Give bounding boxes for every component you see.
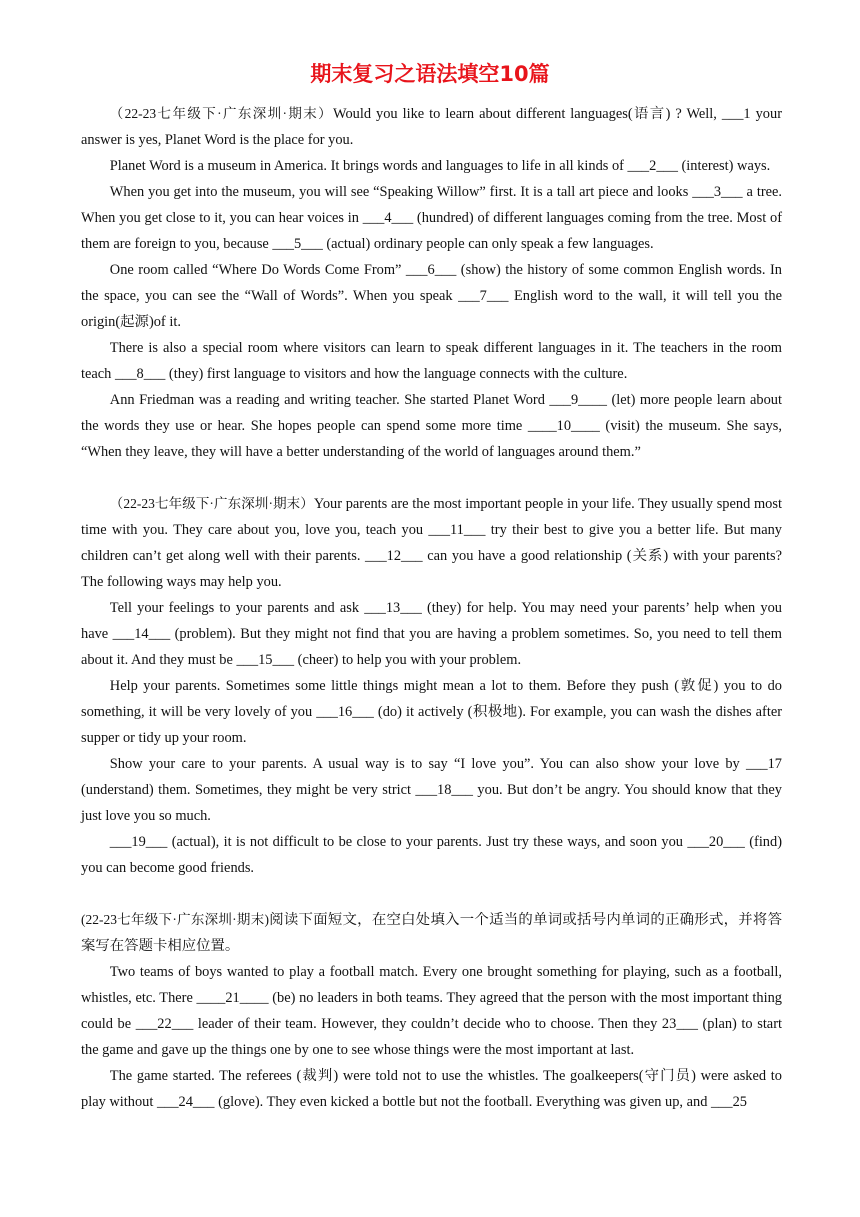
paragraph-text: Would you like to learn about different languages(语言) ? Well, ___1 your answer is yes, Planet Word is the place for you. [81, 106, 782, 148]
passage-2-paragraph: ___19___ (actual), it is not difficult to be close to your parents. Just try these ways, and soon you ___20___ (find) you can become good friends. [81, 834, 782, 876]
passage-1-paragraph: Ann Friedman was a reading and writing teacher. She started Planet Word ___9____ (let) more people learn about the words they use or hear. She hopes people can spend some more time ____10____ (visit) the museum. She says, “When they leave, they will have a better understanding of the world of languages around them.” [81, 392, 782, 460]
page-title: 期末复习之语法填空10篇 [310, 62, 550, 86]
source-tag: （22-23七年级下·广东深圳·期末） [109, 496, 314, 511]
passage-1-paragraph: One room called “Where Do Words Come From” ___6___ (show) the history of some common English words. In the space, you can see the “Wall of Words”. When you speak ___7___ English word to the wall, it will tell you the origin(起源)of it. [81, 262, 782, 330]
document-body [81, 101, 782, 1115]
passage-separator [81, 881, 782, 907]
passage-2-paragraph [81, 491, 782, 595]
source-tag: （22-23七年级下·广东深圳·期末） [109, 106, 334, 121]
passage-separator [81, 465, 782, 491]
passage-1-paragraph [81, 101, 782, 153]
passage-2-paragraph: Help your parents. Sometimes some little things might mean a lot to them. Before they push (敦促) you to do something, it will be very lovely of you ___16___ (do) it actively (积极地). For example, you can wash the dishes after supper or tidy up your room. [81, 678, 782, 746]
source-tag: (22-23七年级下·广东深圳·期末) [81, 912, 269, 927]
passage-1-paragraph: Planet Word is a museum in America. It brings words and languages to life in all kinds of ___2___ (interest) ways. [109, 158, 771, 174]
passage-1-paragraph: When you get into the museum, you will see “Speaking Willow” first. It is a tall art piece and looks ___3___ a tree. When you get close to it, you can hear voices in ___4___ (hundred) of different languages coming from the tree. Most of them are foreign to you, because ___5___ (actual) ordinary people can only speak a few languages. [81, 184, 782, 252]
passage-3-paragraph: The game started. The referees (裁判) were told not to use the whistles. The goalkeepers(守门员) were asked to play without ___24___ (glove). They even kicked a bottle but not the football. Everything was given up, and ___25 [81, 1068, 782, 1110]
passage-2-paragraph: Tell your feelings to your parents and ask ___13___ (they) for help. You may need your parents’ help when you have ___14___ (problem). But they might not find that you are having a problem sometimes. So, you need to tell them about it. And they must be ___15___ (cheer) to help you with your problem. [81, 600, 782, 668]
passage-3-paragraph: Two teams of boys wanted to play a football match. Every one brought something for playing, such as a football, whistles, etc. There ____21____ (be) no leaders in both teams. They agreed that the person with the most important thing could be ___22___ leader of their team. However, they couldn’t decide who to choose. Then they 23___ (plan) to start the game and gave up the things one by one to see whose things were the most important at last. [81, 964, 782, 1058]
paragraph-text: Your parents are the most important people in your life. They usually spend most time with you. They care about you, love you, teach you ___11___ try their best to give you a better life. But many children can’t get along well with their parents. ___12___ can you have a good relationship (关系) with your parents? The following ways may help you. [81, 496, 782, 590]
passage-1-paragraph: There is also a special room where visitors can learn to speak different languages in it. The teachers in the room teach ___8___ (they) first language to visitors and how the language connects with the culture. [81, 340, 782, 382]
passage-3-instruction [81, 907, 782, 959]
instruction-text: 阅读下面短文，在空白处填入一个适当的单词或括号内单词的正确形式，并将答案写在答题卡相应位置。 [81, 912, 782, 954]
passage-2-paragraph: Show your care to your parents. A usual way is to say “I love you”. You can also show your love by ___17 (understand) them. Sometimes, they might be very strict ___18___ you. But don’t be angry. You should know that they just love you so much. [81, 756, 782, 824]
